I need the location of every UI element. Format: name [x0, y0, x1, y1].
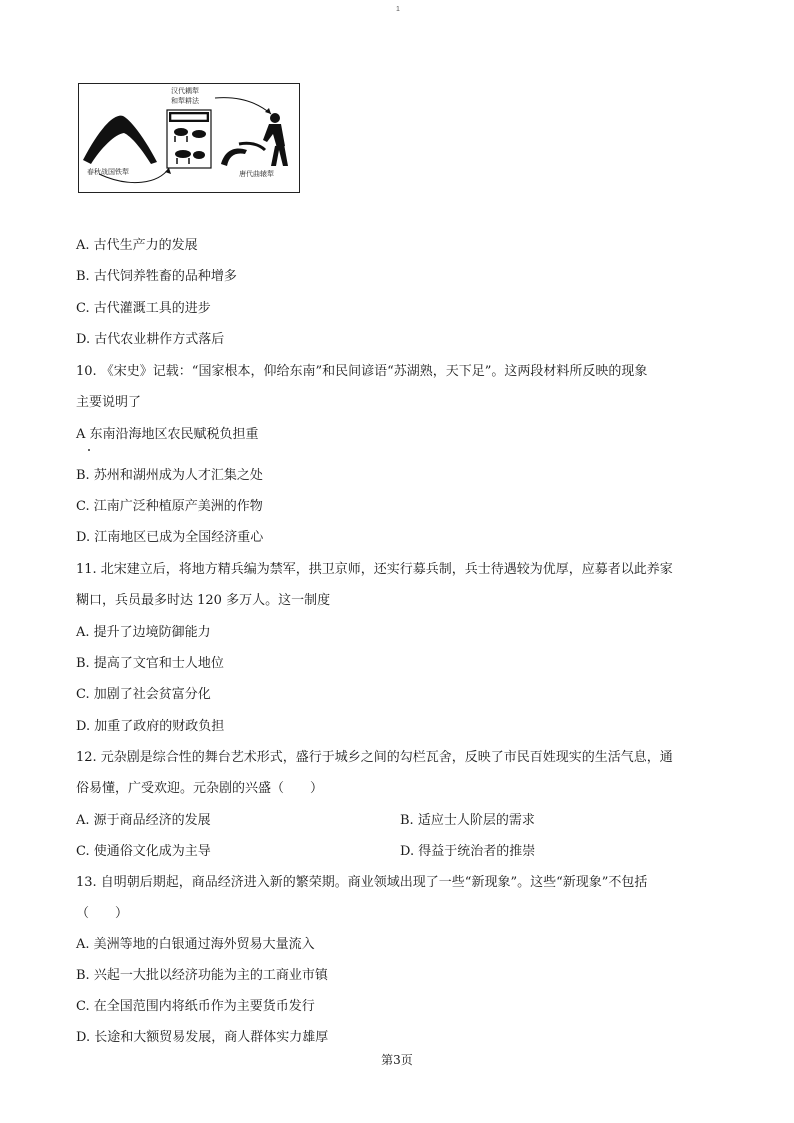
- q12-option-a: A. 源于商品经济的发展: [76, 813, 211, 828]
- figure-label-han-line2: 和犁耕法: [171, 97, 199, 105]
- q12-option-b: B. 适应士人阶层的需求: [400, 813, 535, 828]
- q12-option-d: D. 得益于统治者的推崇: [400, 844, 536, 859]
- q13-option-a: A. 美洲等地的白银通过海外贸易大量流入: [76, 937, 315, 952]
- figure-label-han-line1: 汉代耦犁: [171, 87, 199, 95]
- q13-option-d: D. 长途和大额贸易发展，商人群体实力雄厚: [76, 1030, 329, 1045]
- q12-stem-line1: 12. 元杂剧是综合性的舞台艺术形式，盛行于城乡之间的勾栏瓦舍，反映了市民百姓现实的生活气息，通: [76, 750, 673, 765]
- page-number: 第3页: [381, 1053, 413, 1067]
- iron-plough-shape: [83, 116, 157, 164]
- q11-option-c: C. 加剧了社会贫富分化: [76, 687, 211, 702]
- q10-option-c: C. 江南广泛种植原产美洲的作物: [76, 499, 263, 514]
- q12-option-c: C. 使通俗文化成为主导: [76, 844, 211, 859]
- q13-stem-line2: （ ）: [76, 906, 129, 921]
- q11-option-b: B. 提高了文官和士人地位: [76, 656, 224, 671]
- plough-figure: [78, 83, 300, 193]
- q11-option-a: A. 提升了边境防御能力: [76, 625, 211, 640]
- q11-stem-line2: 糊口，兵员最多时达 120 多万人。这一制度: [76, 593, 331, 608]
- q10-stem-line2: 主要说明了: [76, 395, 142, 410]
- q13-stem-line1: 13. 自明朝后期起，商品经济进入新的繁荣期。商业领域出现了一些“新现象”。这些“新现象”不包括: [76, 875, 648, 890]
- q10-option-d: D. 江南地区已成为全国经济重心: [76, 530, 264, 545]
- figure-label-spring-autumn: 春秋战国铁犁: [87, 168, 129, 176]
- q10-option-b: B. 苏州和湖州成为人才汇集之处: [76, 468, 263, 483]
- stray-dot: [88, 449, 90, 451]
- q10-stem-line1: 10. 《宋史》记载：“国家根本，仰给东南”和民间谚语“苏湖熟，天下足”。这两段材料所反映的现象: [76, 364, 648, 379]
- page-mark: 1: [396, 6, 400, 13]
- q11-stem-line1: 11. 北宋建立后，将地方精兵编为禁军，拱卫京师，还实行募兵制，兵士待遇较为优厚，应募者以此养家: [76, 562, 673, 577]
- q13-option-c: C. 在全国范围内将纸币作为主要货币发行: [76, 999, 315, 1014]
- q11-option-d: D. 加重了政府的财政负担: [76, 719, 225, 734]
- q10-option-a: A 东南沿海地区农民赋税负担重: [76, 427, 259, 442]
- figure-label-tang: 唐代曲辕犁: [239, 170, 274, 178]
- q9-option-a: A. 古代生产力的发展: [76, 238, 198, 253]
- q9-option-c: C. 古代灌溉工具的进步: [76, 301, 211, 316]
- q9-option-b: B. 古代饲养牲畜的品种增多: [76, 269, 237, 284]
- q12-stem-line2: 俗易懂，广受欢迎。元杂剧的兴盛（ ）: [76, 781, 324, 796]
- q13-option-b: B. 兴起一大批以经济功能为主的工商业市镇: [76, 968, 328, 983]
- q9-option-d: D. 古代农业耕作方式落后: [76, 332, 225, 347]
